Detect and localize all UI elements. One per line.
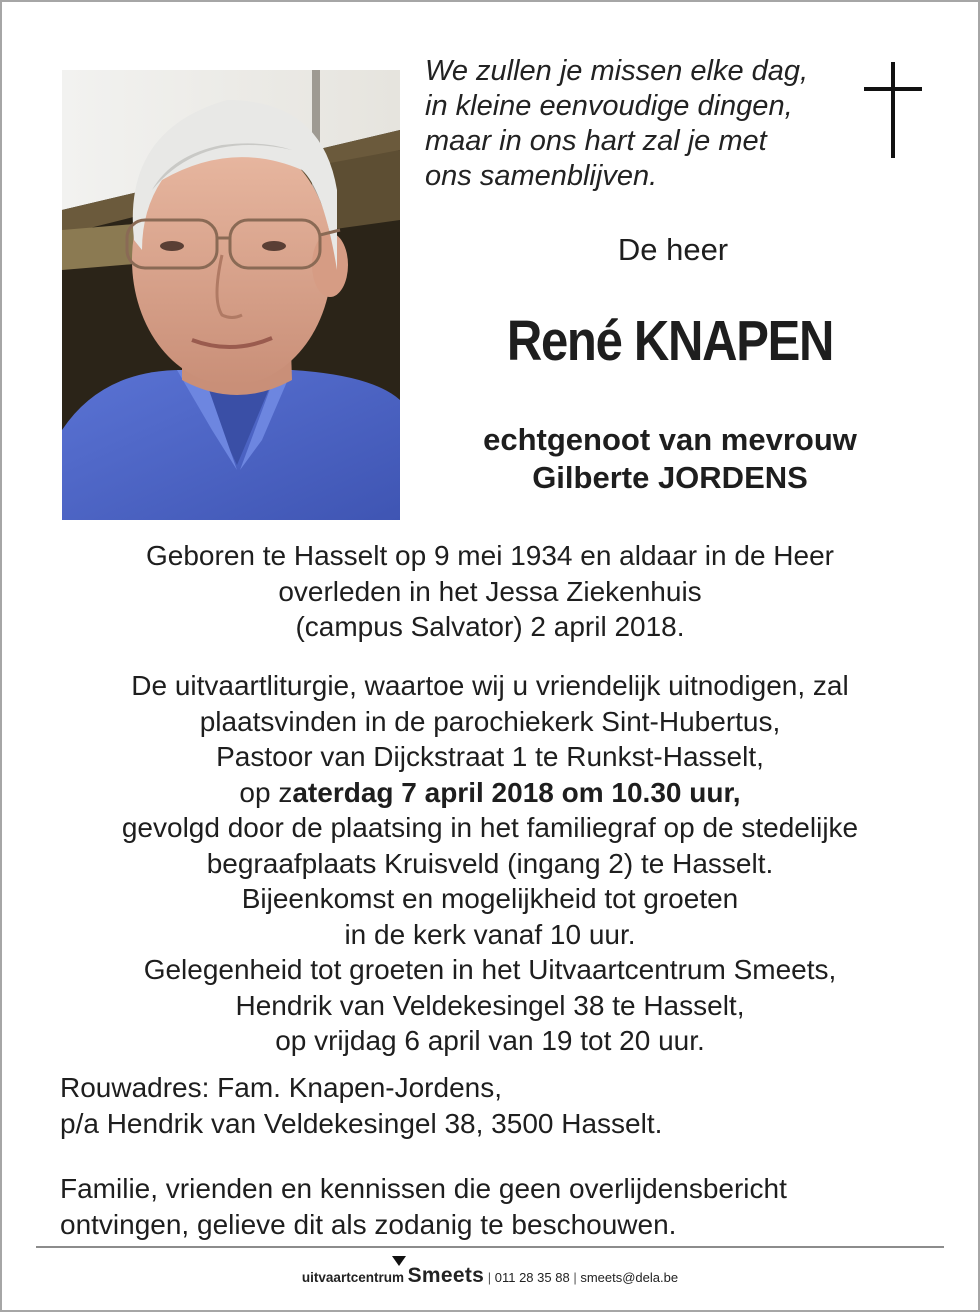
cross-icon: [864, 62, 922, 158]
footer-brand: Smeets: [407, 1264, 485, 1287]
service-paragraph: [40, 668, 940, 1059]
service-line: in de kerk vanaf 10 uur.: [344, 918, 636, 950]
service-line: Hendrik van Veldekesingel 38 te Hasselt,: [235, 989, 745, 1021]
deceased-name: René KNAPEN: [506, 309, 834, 373]
spouse-line: Gilberte JORDENS: [532, 460, 808, 495]
address-line: p/a Hendrik van Veldekesingel 38, 3500 Hasselt.: [60, 1107, 663, 1139]
service-date-line: [40, 775, 940, 811]
poem-line: maar in ons hart zal je met: [425, 125, 767, 157]
poem-line: in kleine eenvoudige dingen,: [425, 90, 793, 122]
service-line: plaatsvinden in de parochiekerk Sint-Hubertus,: [199, 705, 781, 737]
family-note: [60, 1171, 940, 1242]
memorial-poem: [425, 54, 845, 194]
service-line: Bijeenkomst en mogelijkheid tot groeten: [241, 883, 739, 914]
triangle-marker-icon: [392, 1253, 406, 1263]
birth-death-line: (campus Salvator) 2 april 2018.: [295, 611, 685, 642]
footer-separator: |: [573, 1270, 577, 1285]
spouse-info: [410, 421, 930, 497]
portrait-photo: [62, 70, 400, 520]
service-line: gevolgd door de plaatsing in het familiegraf op de stedelijke: [121, 812, 859, 843]
service-date-bold: aterdag 7 april 2018 om 10.30 uur,: [292, 776, 741, 808]
footer-divider: [36, 1246, 944, 1248]
poem-line: We zullen je missen elke dag,: [425, 55, 809, 87]
note-line: Familie, vrienden en kennissen die geen overlijdensbericht: [60, 1173, 787, 1204]
birth-death-line: Geboren te Hasselt op 9 mei 1934 en aldaar in de Heer: [146, 540, 834, 571]
service-line: op vrijdag 6 april van 19 tot 20 uur.: [275, 1025, 705, 1056]
birth-death-line: overleden in het Jessa Ziekenhuis: [278, 575, 702, 607]
footer: [0, 1264, 980, 1288]
footer-brand-small: uitvaartcentrum: [301, 1270, 404, 1285]
service-line: Gelegenheid tot groeten in het Uitvaartcentrum Smeets,: [143, 954, 837, 985]
footer-phone: 011 28 35 88: [494, 1270, 570, 1285]
birth-death-paragraph: [40, 538, 940, 645]
footer-email: smeets@dela.be: [580, 1270, 679, 1285]
service-date-prefix: op z: [239, 776, 293, 808]
address-line: Rouwadres: Fam. Knapen-Jordens,: [60, 1072, 502, 1103]
mourning-address: [60, 1070, 940, 1141]
footer-separator: |: [487, 1270, 492, 1285]
note-line: ontvingen, gelieve dit als zodanig te beschouwen.: [60, 1208, 677, 1240]
poem-line: ons samenblijven.: [425, 160, 658, 192]
service-line: begraafplaats Kruisveld (ingang 2) te Hasselt.: [206, 847, 774, 879]
spouse-line: echtgenoot van mevrouw: [483, 422, 857, 457]
salutation: De heer: [617, 232, 729, 267]
service-line: De uitvaartliturgie, waartoe wij u vriendelijk uitnodigen, zal: [131, 670, 849, 701]
service-line: Pastoor van Dijckstraat 1 te Runkst-Hasselt,: [216, 741, 764, 772]
